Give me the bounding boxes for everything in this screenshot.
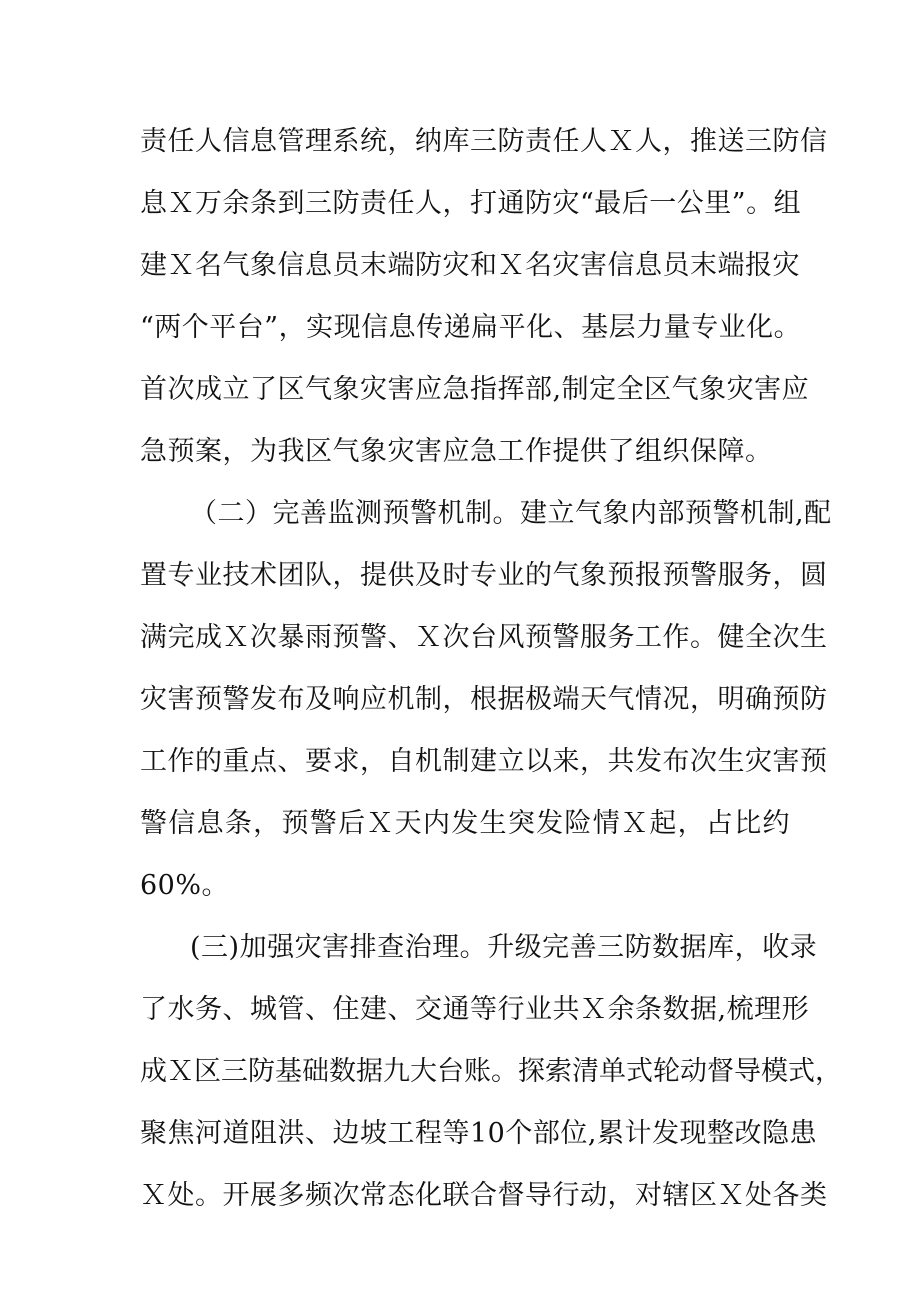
text-line: 警信息条，预警后Ｘ天内发生突发险情Ｘ起，占比约: [140, 808, 790, 839]
text-line: 成Ｘ区三防基础数据九大台账。探索清单式轮动督导模式，: [140, 1056, 842, 1087]
text-line: 建Ｘ名气象信息员末端防灾和Ｘ名灾害信息员末端报灾: [140, 250, 800, 281]
text-line: 工作的重点、要求，自机制建立以来，共发布次生灾害预: [140, 746, 828, 777]
text-line: 聚焦河道阻洪、边坡工程等10个部位,累计发现整改隐患: [140, 1118, 817, 1149]
text-line: 满完成Ｘ次暴雨预警、Ｘ次台风预警服务工作。健全次生: [140, 622, 828, 653]
text-line: 责任人信息管理系统，纳库三防责任人Ｘ人，推送三防信: [140, 126, 828, 157]
text-line: 灾害预警发布及响应机制，根据极端天气情况，明确预防: [140, 684, 828, 715]
text-line: 息Ｘ万余条到三防责任人，打通防灾“最后一公里”。组: [140, 188, 802, 219]
text-line: 了水务、城管、住建、交通等行业共Ｘ余条数据,梳理形: [140, 994, 810, 1025]
paragraph-heading-line: (三)加强灾害排查治理。升级完善三防数据库，收录: [190, 932, 818, 963]
text-line: 首次成立了区气象灾害应急指挥部,制定全区气象灾害应: [140, 374, 810, 405]
text-line: Ｘ处。开展多频次常态化联合督导行动，对辖区Ｘ处各类: [140, 1180, 828, 1211]
text-line: 急预案，为我区气象灾害应急工作提供了组织保障。: [140, 436, 773, 467]
paragraph-heading-line: （二）完善监测预警机制。建立气象内部预警机制,配: [190, 498, 832, 529]
text-line: 置专业技术团队，提供及时专业的气象预报预警服务，圆: [140, 560, 828, 591]
text-line: “两个平台”，实现信息传递扁平化、基层力量专业化。: [140, 312, 802, 343]
text-line: 60%。: [140, 870, 230, 901]
